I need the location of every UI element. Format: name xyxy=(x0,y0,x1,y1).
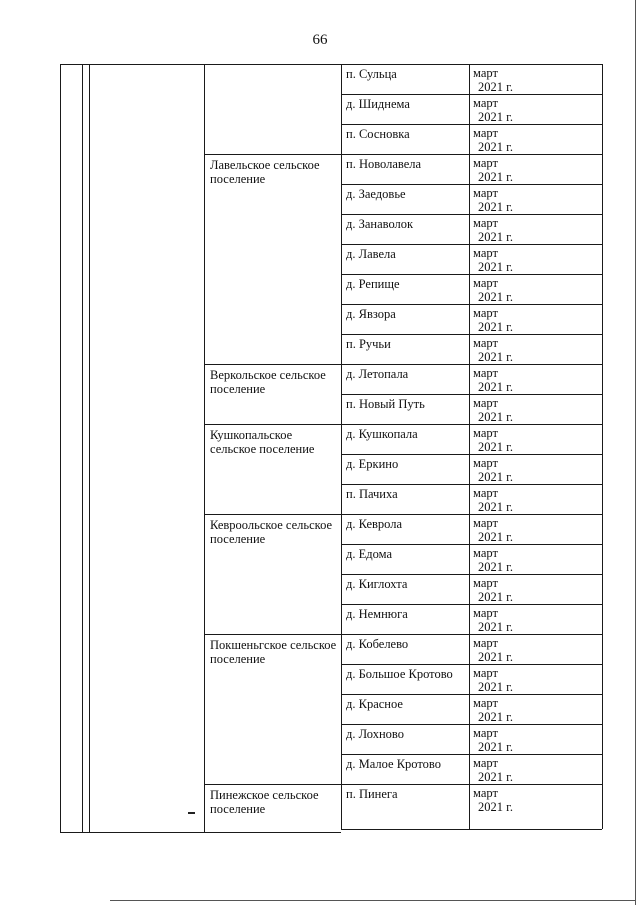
date-month: март xyxy=(473,726,498,740)
table-column-rule xyxy=(82,64,83,832)
locality-cell: п. Сульца xyxy=(346,67,397,81)
date-year: 2021 г. xyxy=(478,650,513,664)
locality-cell: д. Красное xyxy=(346,697,403,711)
table-top-rule xyxy=(60,64,204,65)
date-cell xyxy=(473,396,513,424)
date-year: 2021 г. xyxy=(478,560,513,574)
date-month: март xyxy=(473,636,498,650)
locality-cell: п. Пачиха xyxy=(346,487,398,501)
locality-cell: п. Пинега xyxy=(346,787,398,801)
date-month: март xyxy=(473,396,498,410)
date-cell xyxy=(473,576,513,604)
date-month: март xyxy=(473,486,498,500)
table-row-rule xyxy=(341,394,602,395)
table-row-rule xyxy=(341,724,602,725)
date-year: 2021 г. xyxy=(478,200,513,214)
date-year: 2021 г. xyxy=(478,740,513,754)
date-cell xyxy=(473,606,513,634)
date-cell xyxy=(473,156,513,184)
table-row-rule xyxy=(341,304,602,305)
date-cell xyxy=(473,486,513,514)
date-cell xyxy=(473,516,513,544)
date-month: март xyxy=(473,456,498,470)
date-month: март xyxy=(473,66,498,80)
date-year: 2021 г. xyxy=(478,110,513,124)
scan-edge xyxy=(635,0,636,905)
locality-cell: д. Шиднема xyxy=(346,97,410,111)
date-month: март xyxy=(473,276,498,290)
locality-cell: д. Летопала xyxy=(346,367,409,381)
date-year: 2021 г. xyxy=(478,230,513,244)
date-month: март xyxy=(473,186,498,200)
date-year: 2021 г. xyxy=(478,770,513,784)
date-month: март xyxy=(473,516,498,530)
date-month: март xyxy=(473,96,498,110)
settlement-rule xyxy=(204,64,341,65)
date-cell xyxy=(473,336,513,364)
locality-cell: п. Новолавела xyxy=(346,157,422,171)
date-month: март xyxy=(473,216,498,230)
table-row-rule xyxy=(341,754,602,755)
date-cell xyxy=(473,666,513,694)
date-year: 2021 г. xyxy=(478,80,513,94)
table-row-rule xyxy=(341,694,602,695)
date-cell xyxy=(473,756,513,784)
table-column-rule xyxy=(204,64,205,832)
date-year: 2021 г. xyxy=(478,500,513,514)
settlement-rule xyxy=(204,784,341,785)
date-cell xyxy=(473,126,513,154)
date-month: март xyxy=(473,756,498,770)
date-month: март xyxy=(473,786,498,800)
date-year: 2021 г. xyxy=(478,800,513,814)
settlement-rule xyxy=(204,514,341,515)
date-cell xyxy=(473,456,513,484)
date-cell xyxy=(473,426,513,454)
locality-cell: д. Большое Кротово xyxy=(346,667,453,681)
scan-edge xyxy=(110,900,636,901)
table-row-rule xyxy=(341,574,602,575)
table-row-rule xyxy=(341,784,602,785)
date-year: 2021 г. xyxy=(478,620,513,634)
table-bottom-rule xyxy=(60,832,204,833)
locality-cell: п. Новый Путь xyxy=(346,397,425,411)
date-year: 2021 г. xyxy=(478,260,513,274)
table-row-rule xyxy=(341,274,602,275)
settlement-name: Пинежское сельское поселение xyxy=(210,788,319,816)
table-row-rule xyxy=(341,94,602,95)
locality-cell: д. Лохново xyxy=(346,727,404,741)
margin-mark xyxy=(188,812,195,814)
date-cell xyxy=(473,696,513,724)
table-row-rule xyxy=(341,664,602,665)
date-cell xyxy=(473,546,513,574)
locality-cell: д. Киглохта xyxy=(346,577,408,591)
settlement-name: Лавельское сельское поселение xyxy=(210,158,320,186)
table-column-rule xyxy=(469,64,470,829)
settlement-name: Покшеньгское сельское поселение xyxy=(210,638,337,666)
date-cell xyxy=(473,306,513,334)
date-year: 2021 г. xyxy=(478,590,513,604)
table-row-rule xyxy=(341,184,602,185)
date-cell xyxy=(473,636,513,664)
date-cell xyxy=(473,786,513,814)
settlement-rule xyxy=(204,832,341,833)
table-row-rule xyxy=(341,124,602,125)
date-month: март xyxy=(473,696,498,710)
date-cell xyxy=(473,276,513,304)
date-month: март xyxy=(473,546,498,560)
settlement-rule xyxy=(204,634,341,635)
date-year: 2021 г. xyxy=(478,680,513,694)
date-month: март xyxy=(473,156,498,170)
date-cell xyxy=(473,366,513,394)
table-row-rule xyxy=(341,454,602,455)
date-year: 2021 г. xyxy=(478,710,513,724)
locality-cell: д. Заедовье xyxy=(346,187,406,201)
date-year: 2021 г. xyxy=(478,440,513,454)
date-year: 2021 г. xyxy=(478,410,513,424)
table-row-rule xyxy=(341,364,602,365)
page-number: 66 xyxy=(312,32,328,48)
locality-cell: д. Кобелево xyxy=(346,637,409,651)
date-cell xyxy=(473,186,513,214)
table-row-rule xyxy=(341,634,602,635)
date-month: март xyxy=(473,426,498,440)
date-month: март xyxy=(473,246,498,260)
locality-cell: п. Сосновка xyxy=(346,127,410,141)
date-cell xyxy=(473,66,513,94)
date-month: март xyxy=(473,576,498,590)
table-row-rule xyxy=(341,424,602,425)
date-cell xyxy=(473,216,513,244)
table-column-rule xyxy=(602,64,603,829)
table-row-rule xyxy=(341,64,602,65)
date-year: 2021 г. xyxy=(478,170,513,184)
locality-cell: д. Едома xyxy=(346,547,392,561)
table-column-rule xyxy=(89,64,90,832)
table-row-rule xyxy=(341,604,602,605)
date-cell xyxy=(473,246,513,274)
date-year: 2021 г. xyxy=(478,320,513,334)
settlement-rule xyxy=(204,424,341,425)
table-column-rule xyxy=(341,64,342,829)
date-year: 2021 г. xyxy=(478,380,513,394)
locality-cell: п. Ручьи xyxy=(346,337,391,351)
date-year: 2021 г. xyxy=(478,530,513,544)
table-row-rule xyxy=(341,514,602,515)
date-year: 2021 г. xyxy=(478,140,513,154)
locality-cell: д. Еркино xyxy=(346,457,399,471)
date-month: март xyxy=(473,126,498,140)
locality-cell: д. Занаволок xyxy=(346,217,414,231)
locality-cell: д. Малое Кротово xyxy=(346,757,441,771)
table-row-rule xyxy=(341,829,602,830)
table-column-rule xyxy=(60,64,61,832)
table-row-rule xyxy=(341,244,602,245)
date-month: март xyxy=(473,666,498,680)
table-row-rule xyxy=(341,214,602,215)
table-row-rule xyxy=(341,334,602,335)
locality-cell: д. Кеврола xyxy=(346,517,403,531)
table-row-rule xyxy=(341,544,602,545)
date-cell xyxy=(473,96,513,124)
locality-cell: д. Явзора xyxy=(346,307,396,321)
table-row-rule xyxy=(341,154,602,155)
locality-cell: д. Лавела xyxy=(346,247,396,261)
date-month: март xyxy=(473,366,498,380)
locality-cell: д. Репище xyxy=(346,277,400,291)
table-row-rule xyxy=(341,484,602,485)
date-month: март xyxy=(473,336,498,350)
settlement-rule xyxy=(204,154,341,155)
date-year: 2021 г. xyxy=(478,470,513,484)
date-month: март xyxy=(473,306,498,320)
settlement-name: Веркольское сельское поселение xyxy=(210,368,326,396)
locality-cell: д. Кушкопала xyxy=(346,427,418,441)
settlement-name: Кевроольское сельское поселение xyxy=(210,518,333,546)
date-cell xyxy=(473,726,513,754)
settlement-name: Кушкопальское сельское поселение xyxy=(210,428,315,456)
date-year: 2021 г. xyxy=(478,290,513,304)
locality-cell: д. Немнюга xyxy=(346,607,408,621)
date-year: 2021 г. xyxy=(478,350,513,364)
settlement-rule xyxy=(204,364,341,365)
date-month: март xyxy=(473,606,498,620)
